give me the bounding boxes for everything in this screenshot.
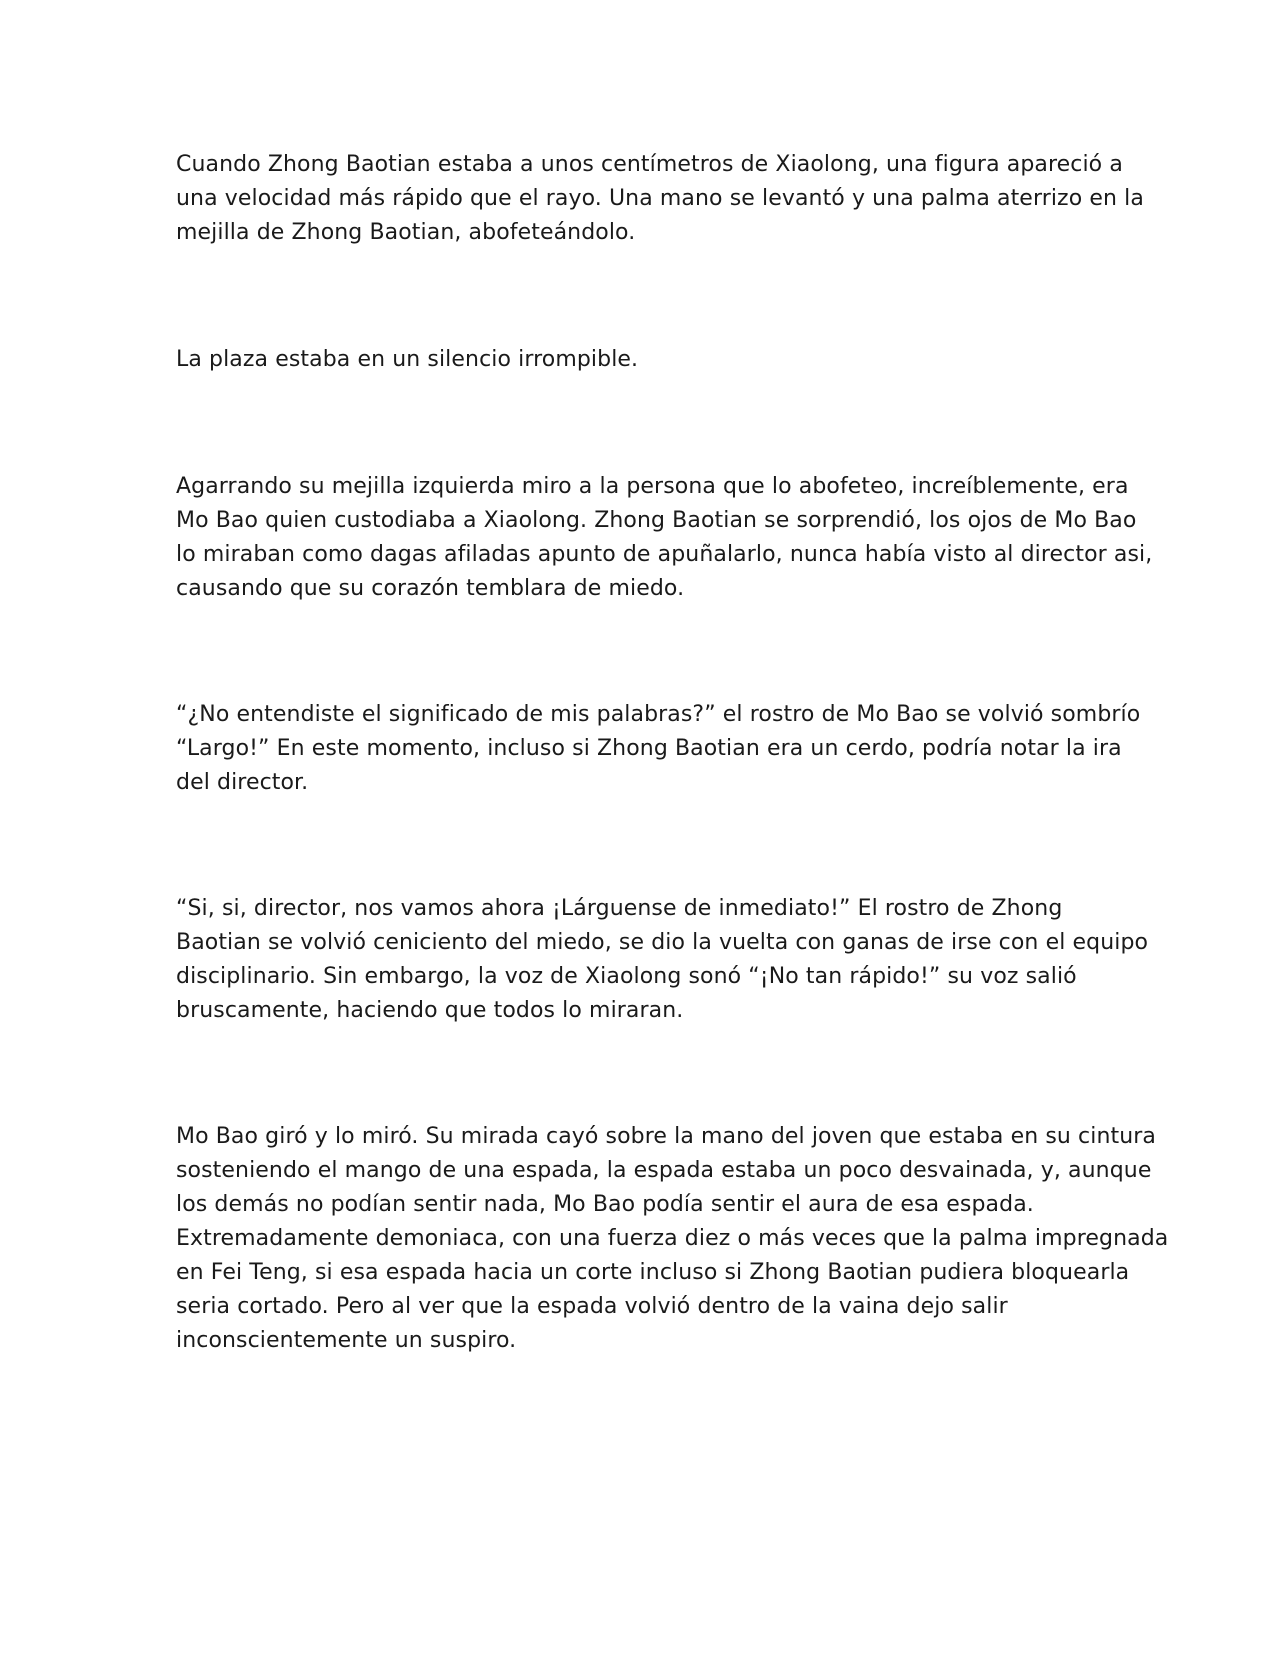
paragraph-line: Baotian se volvió ceniciento del miedo, se dio la vuelta con ganas de irse con el equipo bbox=[176, 930, 1149, 955]
paragraph-line: inconscientemente un suspiro. bbox=[176, 1328, 517, 1353]
paragraph-4 bbox=[176, 698, 1141, 800]
paragraph-line: sosteniendo el mango de una espada, la espada estaba un poco desvainada, y, aunque bbox=[176, 1158, 1152, 1183]
paragraph-line: “¿No entendiste el significado de mis palabras?” el rostro de Mo Bao se volvió sombrío bbox=[176, 702, 1141, 727]
paragraph-line: Cuando Zhong Baotian estaba a unos centímetros de Xiaolong, una figura apareció a bbox=[176, 152, 1123, 177]
paragraph-line: La plaza estaba en un silencio irrompible. bbox=[176, 347, 639, 372]
paragraph-line: Mo Bao giró y lo miró. Su mirada cayó sobre la mano del joven que estaba en su cintura bbox=[176, 1124, 1156, 1149]
paragraph-line: “Si, si, director, nos vamos ahora ¡Lárguense de inmediato!” El rostro de Zhong bbox=[176, 896, 1063, 921]
paragraph-line: los demás no podían sentir nada, Mo Bao podía sentir el aura de esa espada. bbox=[176, 1192, 1034, 1217]
paragraph-line: Agarrando su mejilla izquierda miro a la persona que lo abofeteo, increíblemente, era bbox=[176, 474, 1129, 499]
paragraph-line: Extremadamente demoniaca, con una fuerza diez o más veces que la palma impregnada bbox=[176, 1226, 1169, 1251]
paragraph-line: “Largo!” En este momento, incluso si Zhong Baotian era un cerdo, podría notar la ira bbox=[176, 736, 1122, 761]
paragraph-line: lo miraban como dagas afiladas apunto de apuñalarlo, nunca había visto al director asi, bbox=[176, 542, 1153, 567]
paragraph-line: causando que su corazón temblara de miedo. bbox=[176, 576, 685, 601]
paragraph-line: Mo Bao quien custodiaba a Xiaolong. Zhong Baotian se sorprendió, los ojos de Mo Bao bbox=[176, 508, 1137, 533]
paragraph-2 bbox=[176, 343, 1106, 377]
paragraph-6 bbox=[176, 1120, 1169, 1358]
paragraph-line: mejilla de Zhong Baotian, abofeteándolo. bbox=[176, 220, 636, 245]
paragraph-line: seria cortado. Pero al ver que la espada volvió dentro de la vaina dejo salir bbox=[176, 1294, 1008, 1319]
paragraph-line: una velocidad más rápido que el rayo. Una mano se levantó y una palma aterrizo en la bbox=[176, 186, 1144, 211]
paragraph-3 bbox=[176, 470, 1153, 606]
paragraph-line: disciplinario. Sin embargo, la voz de Xiaolong sonó “¡No tan rápido!” su voz salió bbox=[176, 964, 1077, 989]
paragraph-5 bbox=[176, 892, 1149, 1028]
paragraph-1 bbox=[176, 148, 1144, 250]
paragraph-line: del director. bbox=[176, 770, 309, 795]
paragraph-line: en Fei Teng, si esa espada hacia un corte incluso si Zhong Baotian pudiera bloquearla bbox=[176, 1260, 1130, 1285]
paragraph-line: bruscamente, haciendo que todos lo miraran. bbox=[176, 998, 684, 1023]
